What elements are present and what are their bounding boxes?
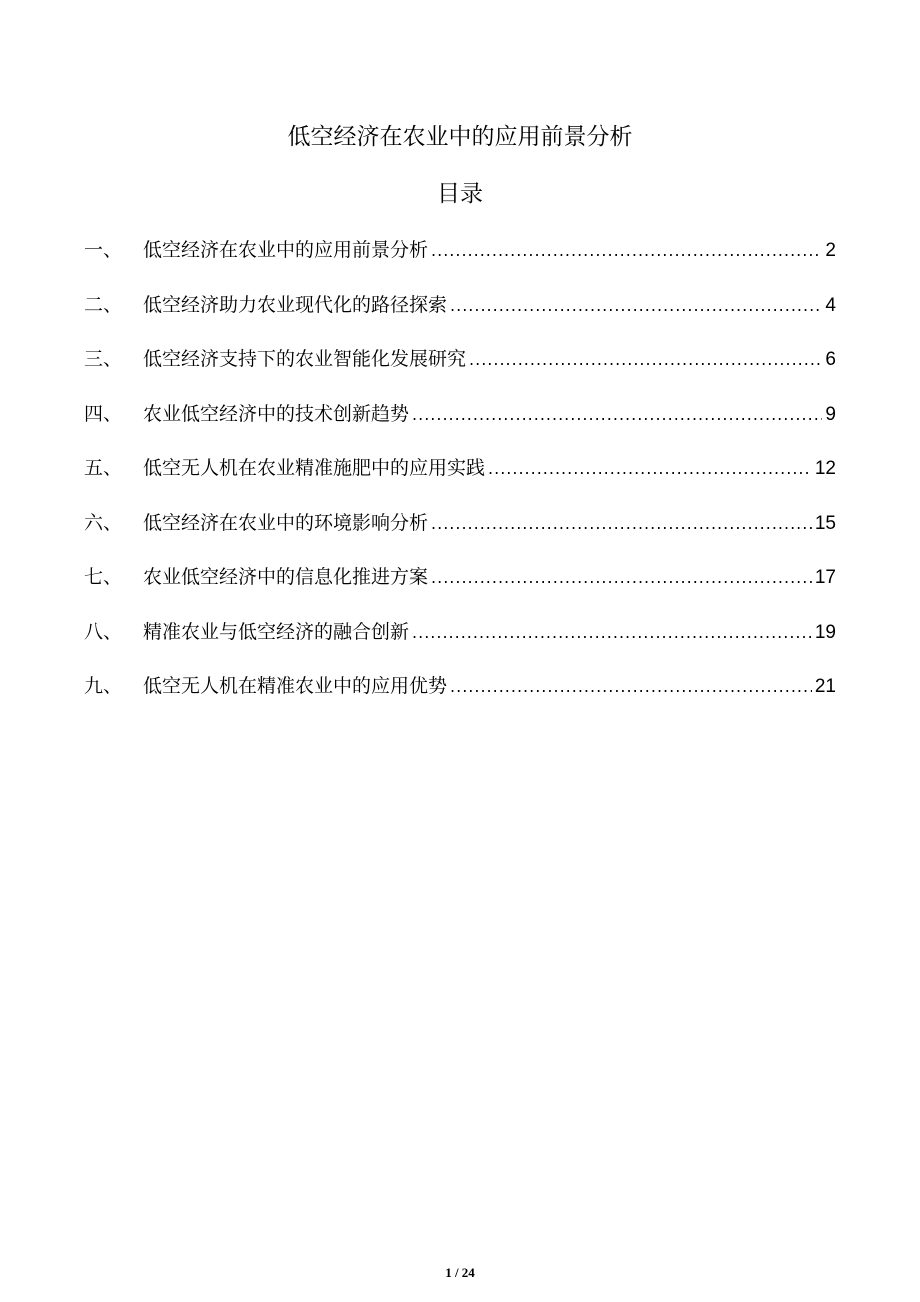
toc-entry-label: 低空经济在农业中的应用前景分析: [143, 239, 429, 261]
toc-entry-number: 三、: [84, 348, 123, 370]
toc-entry[interactable]: [84, 559, 836, 614]
toc-entry-label: 低空无人机在精准农业中的应用优势: [143, 675, 448, 697]
toc-entry-label: 精准农业与低空经济的融合创新: [143, 620, 410, 643]
toc-leader-dots: [431, 560, 812, 596]
toc-entry-number: 八、: [84, 620, 123, 643]
document-title: 低空经济在农业中的应用前景分析: [287, 124, 633, 150]
toc-entry-label: 低空经济支持下的农业智能化发展研究: [143, 348, 467, 370]
toc-entry[interactable]: [84, 396, 836, 451]
toc-entry[interactable]: [84, 614, 836, 669]
toc-entry-page: 4: [825, 294, 836, 316]
toc-entry[interactable]: [84, 450, 836, 505]
toc-entry-label: 低空无人机在农业精准施肥中的应用实践: [143, 457, 486, 479]
toc-entry[interactable]: [84, 287, 836, 342]
toc-leader-dots: [450, 669, 812, 705]
toc-entry-number: 一、: [84, 239, 123, 261]
toc-leader-dots: [450, 288, 822, 324]
toc-entry-page: 19: [814, 621, 836, 643]
toc-entry-label: 农业低空经济中的技术创新趋势: [143, 402, 410, 425]
toc-entry-number: 五、: [84, 457, 123, 479]
page-indicator: 1 / 24: [445, 1265, 475, 1280]
toc-entry-number: 六、: [84, 511, 123, 534]
toc-entry-number: 九、: [84, 675, 123, 697]
toc-entry-page: 9: [825, 403, 836, 425]
toc-leader-dots: [488, 451, 812, 487]
toc-entry[interactable]: [84, 668, 836, 723]
toc-entry-page: 15: [814, 512, 836, 534]
toc-entry-number: 七、: [84, 566, 123, 588]
toc-entry-page: 2: [825, 240, 836, 261]
toc-entry-page: 6: [825, 349, 836, 370]
toc-heading: 目录: [437, 181, 483, 207]
toc-entry[interactable]: [84, 341, 836, 396]
toc-entry[interactable]: [84, 505, 836, 560]
toc-entry-label: 农业低空经济中的信息化推进方案: [143, 566, 429, 588]
toc-entry-label: 低空经济在农业中的环境影响分析: [143, 511, 429, 534]
toc-entry-page: 12: [814, 458, 836, 479]
toc-entry-label: 低空经济助力农业现代化的路径探索: [143, 293, 448, 316]
toc-leader-dots: [412, 615, 812, 651]
toc-entry-page: 17: [814, 567, 836, 588]
toc-leader-dots: [431, 506, 812, 542]
toc-leader-dots: [431, 233, 822, 269]
toc-entry-number: 四、: [84, 402, 123, 425]
toc-leader-dots: [412, 397, 822, 433]
toc-entry-page: 21: [814, 676, 836, 697]
toc-entry-number: 二、: [84, 293, 123, 316]
toc-leader-dots: [469, 342, 822, 378]
toc-entry[interactable]: [84, 232, 836, 287]
table-of-contents: [84, 232, 836, 723]
